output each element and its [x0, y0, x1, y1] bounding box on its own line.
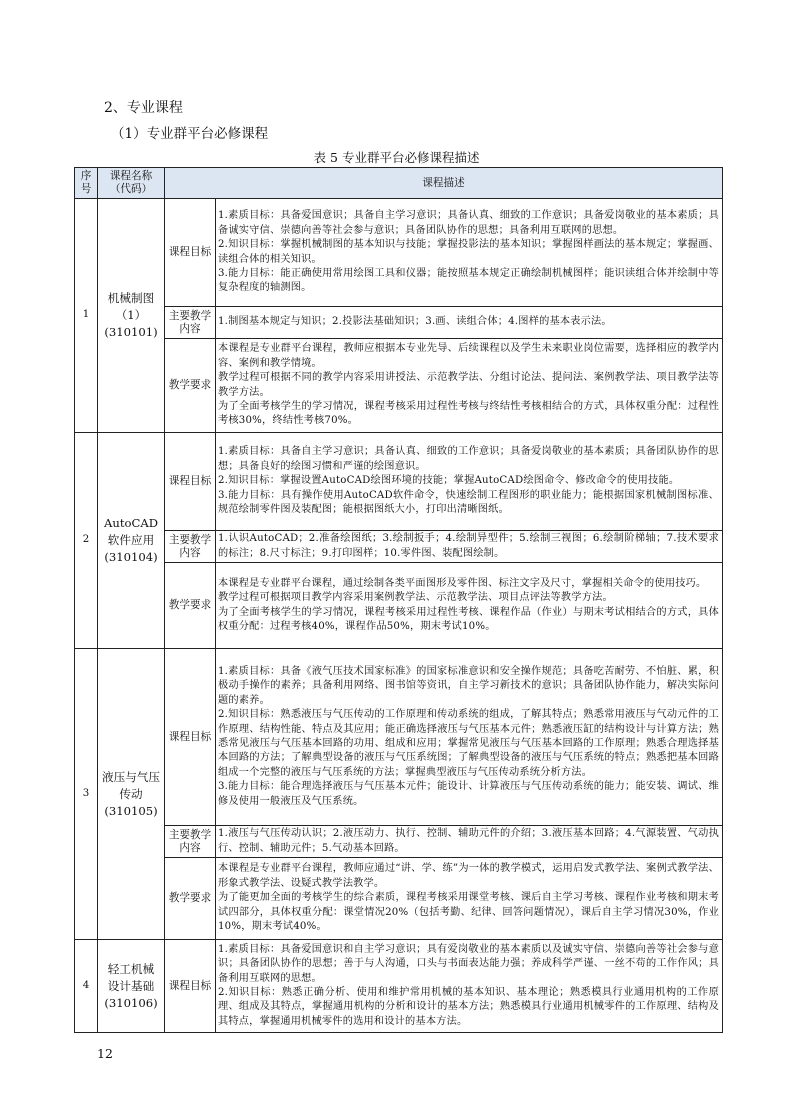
course-name-line: AutoCAD — [103, 516, 159, 530]
description-paragraph: 为了全面考核学生的学习情况，课程考核采用过程性考核与终结性考核相结合的方式，具体权重分配：过程性考核30%，终结性考核70%。 — [218, 400, 719, 427]
course-name-line: 轻工机械 — [107, 961, 155, 976]
section-subheading: （1）专业群平台必修课程 — [111, 126, 269, 142]
course-1-content-row — [75, 307, 723, 339]
description-paragraph: 教学过程可根据不同的教学内容采用讲授法、示范教学法、分组讨论法、提问法、案例教学法、项目教学法等教学方法。 — [218, 372, 719, 398]
section-description — [216, 199, 723, 307]
course-1-req-row — [75, 339, 723, 433]
description-paragraph: 教学过程可根据项目教学内容采用案例教学法、示范教学法、项目点评法等教学方法。 — [218, 592, 613, 604]
course-name — [98, 199, 165, 433]
course-number: 1 — [75, 199, 98, 433]
description-paragraph: 1.素质目标：具备爱国意识；具备自主学习意识；具备认真、细致的工作意识；具备爱岗敬业的基本素质；具备诚实守信、崇德向善等社会参与意识；具备团队协作的思想；具备利用互联网的思想。 — [218, 210, 719, 236]
section-description: 1.认识AutoCAD；2.准备绘图纸；3.绘制扳手；4.绘制异型件；5.绘制三视图；6.绘制阶梯轴；7.技术要求的标注；8.尺寸标注；9.打印图样；10.零件图、装配图绘制。 — [216, 531, 723, 563]
description-paragraph: 2.知识目标：掌握设置AutoCAD绘图环境的技能；掌握AutoCAD绘图命令、修改命令的使用技能。 — [218, 475, 680, 487]
course-4-goals-row — [75, 940, 723, 1033]
course-number: 3 — [75, 649, 98, 940]
description-paragraph: 本课程是专业群平台课程，教师应根据本专业先导、后续课程以及学生未来职业岗位需要，选择相应的教学内容、案例和教学情境。 — [218, 343, 719, 369]
description-paragraph: 为了能更加全面的考核学生的综合素质，课程考核采用课堂考核、课后自主学习考核、课程作业考核和期末考试四部分，具体权重分配：课堂情况20%（包括考勤、纪律、回答问题情况），课后自主学习情况30%，作业10%，期末考试40%。 — [218, 892, 719, 933]
section-description — [216, 433, 723, 531]
description-paragraph: 2.知识目标：熟悉正确分析、使用和维护常用机械的基本知识、基本理论；熟悉模具行业通用机构的工作原理、组成及其特点，掌握通用机构的分析和设计的基本方法；熟悉模具行业通用机械零件的工作原理、结构及其特点，掌握通用机械零件的选用和设计的基本方法。 — [218, 987, 719, 1027]
course-name-line: 液压与气压 — [102, 769, 160, 784]
course-name-line: (310106) — [104, 995, 158, 1010]
section-label: 课程目标 — [165, 433, 216, 531]
section-label: 主要教学内容 — [165, 307, 216, 339]
section-label: 教学要求 — [165, 339, 216, 433]
course-name-line: (310104) — [104, 550, 158, 564]
description-paragraph: 1.素质目标：具备自主学习意识；具备认真、细致的工作意识；具备爱岗敬业的基本素质；具备团队协作的思想；具备良好的绘图习惯和严谨的绘图意识。 — [218, 446, 719, 472]
course-1-goals-row — [75, 199, 723, 307]
course-name-line: 设计基础 — [107, 978, 155, 993]
course-2-content-row — [75, 531, 723, 563]
course-name-line: (310105) — [104, 803, 158, 818]
header-description: 课程描述 — [165, 168, 723, 199]
table-header-row — [75, 168, 723, 199]
course-name-line: (310101) — [104, 325, 158, 339]
description-paragraph: 3.能力目标：能合理选择液压与气压基本元件；能设计、计算液压与气压传动系统的能力；能安装、调试、维修及使用一般液压及气压系统。 — [218, 781, 719, 807]
course-name — [98, 940, 165, 1033]
description-paragraph: 本课程是专业群平台课程，教师应通过“讲、学、练”为一体的教学模式，运用启发式教学法、案例式教学法、形象式教学法、设疑式教学法教学。 — [218, 863, 719, 889]
description-paragraph: 1.素质目标：具备《液气压技术国家标准》的国家标准意识和安全操作规范；具备吃苦耐劳、不怕脏、累，积极动手操作的素养；具备利用网络、图书馆等资讯，自主学习新技术的意识；具备团队协作能力，解决实际问题的素养。 — [218, 665, 719, 706]
course-number: 4 — [75, 940, 98, 1033]
course-name-line: （1） — [115, 308, 147, 322]
course-name — [98, 649, 165, 940]
page-number: 12 — [97, 1046, 113, 1061]
course-3-goals-row — [75, 649, 723, 826]
course-name-line: 软件应用 — [107, 533, 155, 547]
course-name-line: 传动 — [119, 786, 143, 801]
section-description: 1.制图基本规定与知识；2.投影法基础知识；3.画、读组合体；4.图样的基本表示法。 — [216, 307, 723, 339]
course-2-goals-row — [75, 433, 723, 531]
course-table — [74, 167, 723, 1033]
table-caption: 表 5 专业群平台必修课程描述 — [313, 150, 480, 165]
description-paragraph: 3.能力目标：能正确使用常用绘图工具和仪器；能按照基本规定正确绘制机械图样；能识读组合体并绘制中等复杂程度的轴测图。 — [218, 267, 719, 294]
header-name: 课程名称 （代码） — [98, 168, 165, 199]
section-label: 主要教学内容 — [165, 826, 216, 858]
section-description — [216, 339, 723, 433]
course-3-req-row — [75, 858, 723, 940]
section-label: 教学要求 — [165, 858, 216, 940]
course-name-line: 机械制图 — [107, 291, 155, 305]
section-label: 课程目标 — [165, 199, 216, 307]
section-description — [216, 858, 723, 940]
section-label: 教学要求 — [165, 563, 216, 649]
section-description — [216, 563, 723, 649]
description-paragraph: 2.知识目标：熟悉液压与气压传动的工作原理和传动系统的组成，了解其特点；熟悉常用液压与气动元件的工作原理、结构性能、特点及其应用；能正确选择液压与气压基本元件；熟悉液压缸的结构设计与计算方法；熟悉常见液压与气压基本回路的功用、组成和应用；掌握常见液压与气压基本回路的工作原理；熟悉合理选择基本回路的方法；了解典型设备的液压与气压系统图；了解典型设备的液压与气压系统的特点；熟悉把基本回路组成一个完整的液压与气压系统的方法；掌握典型液压与气压传动系统分析方法。 — [218, 709, 719, 778]
section-description: 1.液压与气压传动认识；2.液压动力、执行、控制、辅助元件的介绍；3.液压基本回路；4.气源装置、气动执行、控制、辅助元件；5.气动基本回路。 — [216, 826, 723, 858]
description-paragraph: 为了全面考核学生的学习情况，课程考核采用过程性考核、课程作品（作业）与期末考试相结合的方式，具体权重分配：过程考核40%，课程作品50%，期末考试10%。 — [218, 606, 719, 632]
section-description — [216, 649, 723, 826]
header-no: 序 号 — [75, 168, 98, 199]
description-paragraph: 1.素质目标：具备爱国意识和自主学习意识；具有爱岗敬业的基本素质以及诚实守信、崇德向善等社会参与意识；具备团队协作的思想；善于与人沟通，口头与书面表达能力强；养成科学严谨、一丝不苟的工作作风；具备利用互联网的思想。 — [218, 943, 719, 984]
section-heading: 2、专业课程 — [104, 100, 183, 116]
course-2-req-row — [75, 563, 723, 649]
course-number: 2 — [75, 433, 98, 649]
description-paragraph: 2.知识目标：掌握机械制图的基本知识与技能；掌握投影法的基本知识；掌握图样画法的基本规定；掌握画、读组合体的相关知识。 — [218, 239, 719, 265]
description-paragraph: 3.能力目标：具有操作使用AutoCAD软件命令，快速绘制工程图形的职业能力；能根据国家机械制图标准、规范绘制零件图及装配图；能根据图纸大小，打印出清晰图纸。 — [218, 489, 719, 516]
section-label: 课程目标 — [165, 649, 216, 826]
section-label: 课程目标 — [165, 940, 216, 1033]
section-label: 主要教学内容 — [165, 531, 216, 563]
section-description — [216, 940, 723, 1033]
course-name — [98, 433, 165, 649]
description-paragraph: 本课程是专业群平台课程，通过绘制各类平面图形及零件图、标注文字及尺寸，掌握相关命令的使用技巧。 — [218, 577, 707, 589]
course-3-content-row — [75, 826, 723, 858]
